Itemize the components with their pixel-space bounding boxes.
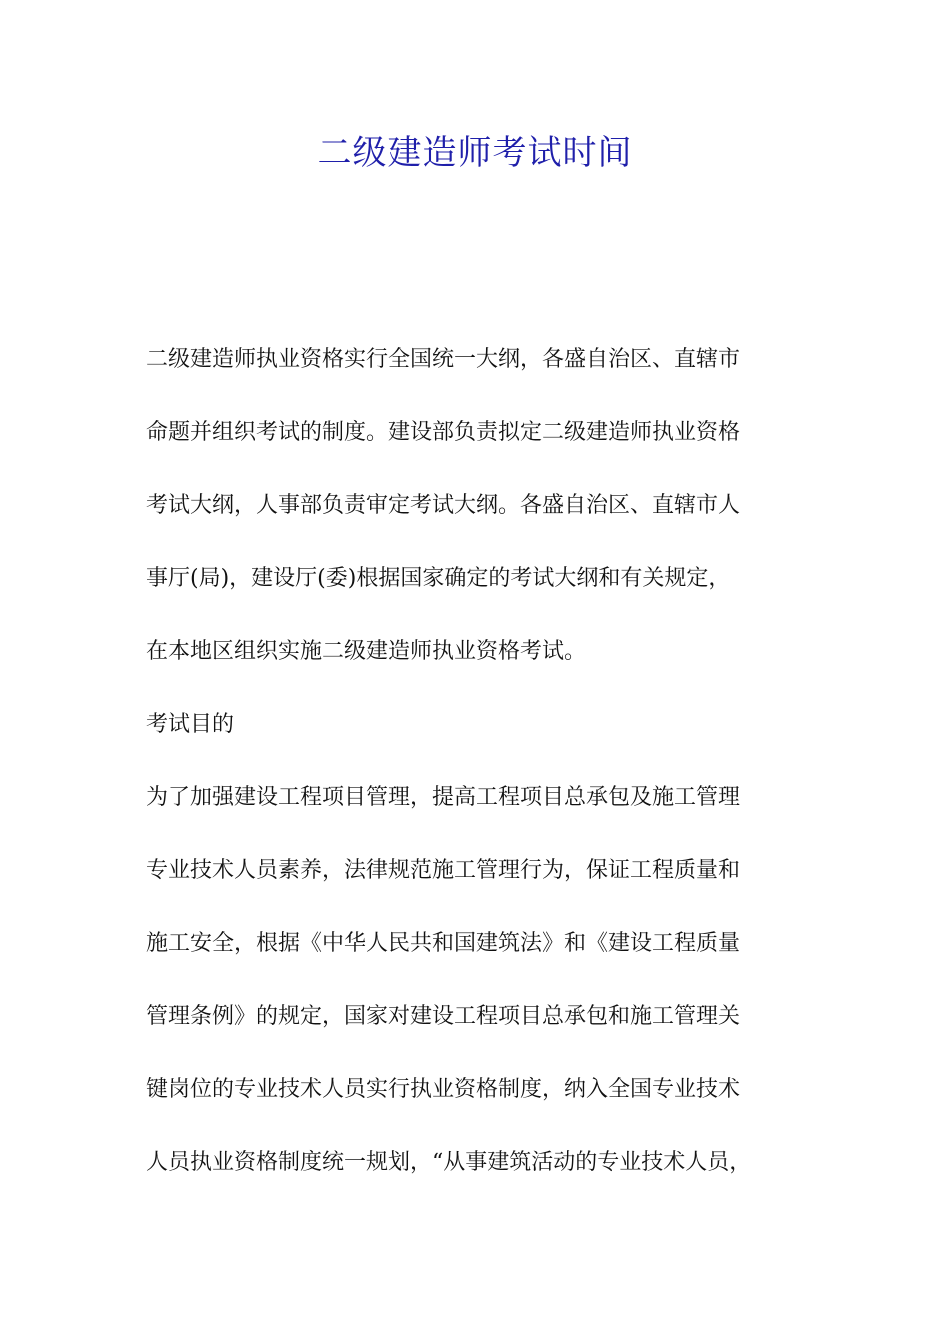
page-title: 二级建造师考试时间	[317, 133, 633, 173]
text-line-4: 事厅(局)，建设厅(委)根据国家确定的考试大纲和有关规定，	[146, 566, 731, 591]
body-text	[146, 335, 826, 1211]
text-line-11: 键岗位的专业技术人员实行执业资格制度，纳入全国专业技术	[146, 1077, 741, 1102]
text-line-10: 管理条例》的规定，国家对建设工程项目总承包和施工管理关	[146, 1004, 741, 1029]
text-line-8: 专业技术人员素养，法律规范施工管理行为，保证工程质量和	[146, 858, 741, 883]
text-line-7: 为了加强建设工程项目管理，提高工程项目总承包及施工管理	[146, 785, 741, 810]
text-line-1: 二级建造师执业资格实行全国统一大纲，各盛自治区、直辖市	[146, 347, 741, 372]
text-line-12: 人员执业资格制度统一规划，“从事建筑活动的专业技术人员，	[146, 1150, 752, 1175]
text-line-5: 在本地区组织实施二级建造师执业资格考试。	[146, 639, 587, 664]
text-line-2: 命题并组织考试的制度。建设部负责拟定二级建造师执业资格	[146, 420, 741, 445]
section-heading-exam-purpose: 考试目的	[146, 712, 235, 737]
text-line-9: 施工安全，根据《中华人民共和国建筑法》和《建设工程质量	[146, 931, 741, 956]
text-line-3: 考试大纲，人事部负责审定考试大纲。各盛自治区、直辖市人	[146, 493, 741, 518]
